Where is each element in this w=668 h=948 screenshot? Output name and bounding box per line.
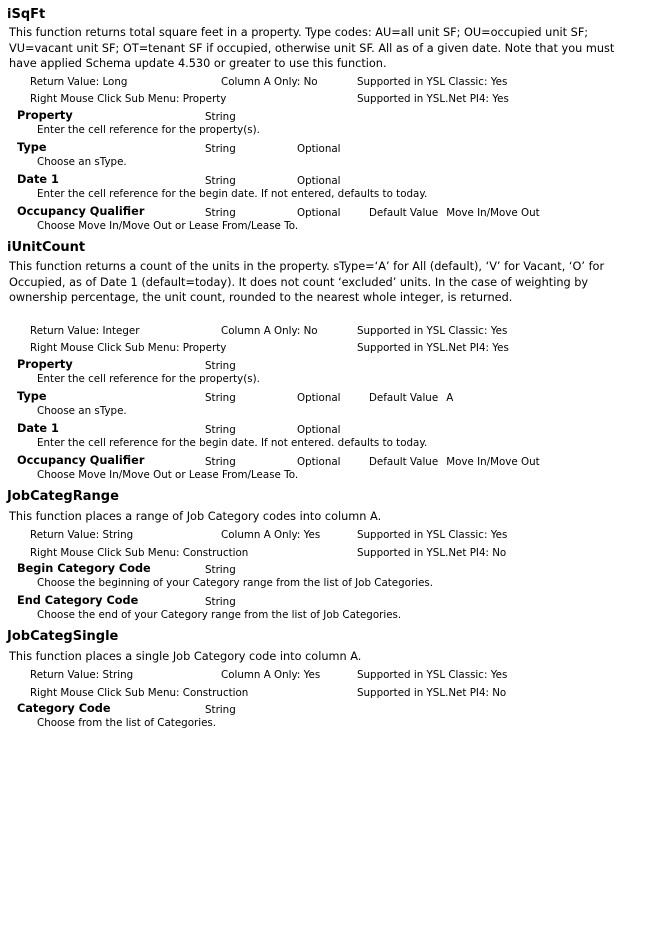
function-title: iSqFt [7,7,46,22]
function-description: This function returns a count of the units in the property. sType=‘A’ for All (default), ‘V’ for Vacant, ‘O’ for Occupied, as of Date 1 (default=today). It does not count ‘excluded’ units. In the case of weighting by ownership percentage, the unit count, rounded to the nearest whole integer, is returned. [9,260,605,304]
supported-classic: Supported in YSL Classic: Yes [357,325,508,337]
default-label: Default Value [369,392,439,404]
submenu: Right Mouse Click Sub Menu: Construction [30,547,249,559]
default-value: Move In/Move Out [446,456,540,468]
function-title: JobCategRange [7,489,119,504]
return-value: Return Value: Long [30,76,128,88]
param-name: Category Code [17,702,111,715]
default-value: A [446,392,454,404]
param-optional: Optional [297,175,341,187]
column-a-only: Column A Only: Yes [221,529,321,541]
param-name: Date 1 [17,173,59,186]
supported-net: Supported in YSL.Net PI4: No [357,687,507,699]
param-name: Occupancy Qualifier [17,454,145,467]
param-description: Choose an sType. [37,156,127,168]
param-type: String [205,704,236,716]
param-description: Choose from the list of Categories. [37,717,217,729]
param-default [369,391,453,405]
param-type: String [205,143,236,155]
param-name: Property [17,358,73,371]
param-type: String [205,596,236,608]
param-optional: Optional [297,456,341,468]
default-value: Move In/Move Out [446,207,540,219]
param-name: Property [17,109,73,122]
param-name: Type [17,141,47,154]
param-name: Begin Category Code [17,562,151,575]
column-a-only: Column A Only: No [221,76,318,88]
param-description: Choose the beginning of your Category range from the list of Job Categories. [37,577,434,589]
param-optional: Optional [297,392,341,404]
function-title: iUnitCount [7,240,86,255]
submenu: Right Mouse Click Sub Menu: Construction [30,687,249,699]
param-name: Occupancy Qualifier [17,205,145,218]
submenu: Right Mouse Click Sub Menu: Property [30,342,227,354]
param-description: Enter the cell reference for the begin date. If not entered. defaults to today. [37,437,428,449]
param-default [369,206,540,220]
param-type: String [205,207,236,219]
column-a-only: Column A Only: Yes [221,669,321,681]
supported-classic: Supported in YSL Classic: Yes [357,669,508,681]
default-label: Default Value [369,207,439,219]
param-description: Choose Move In/Move Out or Lease From/Lease To. [37,220,299,232]
param-description: Choose Move In/Move Out or Lease From/Lease To. [37,469,299,481]
supported-classic: Supported in YSL Classic: Yes [357,76,508,88]
param-type: String [205,392,236,404]
param-description: Enter the cell reference for the begin date. If not entered, defaults to today. [37,188,428,200]
column-a-only: Column A Only: No [221,325,318,337]
return-value: Return Value: Integer [30,325,140,337]
param-type: String [205,111,236,123]
param-optional: Optional [297,424,341,436]
param-type: String [205,175,236,187]
param-default [369,455,540,469]
function-description: This function returns total square feet in a property. Type codes: AU=all unit SF; OU=occupied unit SF; VU=vacant unit SF; OT=tenant SF if occupied, otherwise unit SF. All as of a given date. Note that you must have applied Schema update 4.530 or greater to use this function. [9,26,615,70]
param-optional: Optional [297,207,341,219]
param-name: Date 1 [17,422,59,435]
param-optional: Optional [297,143,341,155]
param-name: End Category Code [17,594,139,607]
supported-net: Supported in YSL.Net PI4: Yes [357,342,509,354]
param-description: Choose an sType. [37,405,127,417]
param-description: Enter the cell reference for the property(s). [37,124,260,136]
supported-classic: Supported in YSL Classic: Yes [357,529,508,541]
supported-net: Supported in YSL.Net PI4: Yes [357,93,509,105]
param-type: String [205,564,236,576]
return-value: Return Value: String [30,529,134,541]
function-description: This function places a range of Job Category codes into column A. [9,510,382,523]
function-description: This function places a single Job Category code into column A. [9,650,362,663]
param-type: String [205,424,236,436]
param-type: String [205,360,236,372]
param-type: String [205,456,236,468]
param-description: Enter the cell reference for the property(s). [37,373,260,385]
submenu: Right Mouse Click Sub Menu: Property [30,93,227,105]
param-description: Choose the end of your Category range from the list of Job Categories. [37,609,402,621]
supported-net: Supported in YSL.Net PI4: No [357,547,507,559]
param-name: Type [17,390,47,403]
default-label: Default Value [369,456,439,468]
return-value: Return Value: String [30,669,134,681]
function-title: JobCategSingle [7,629,119,644]
